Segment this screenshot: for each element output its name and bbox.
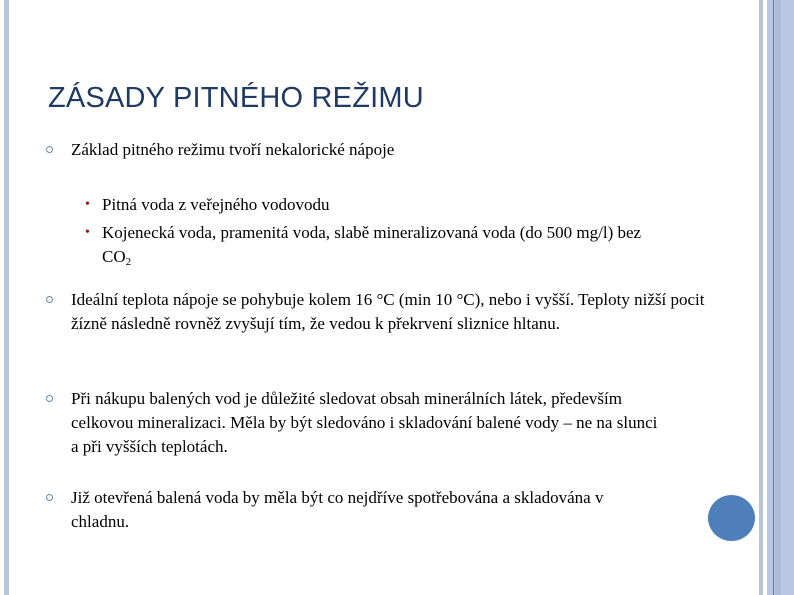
- sub-bullet-item: [85, 193, 672, 217]
- sub-bullet-text: Kojenecká voda, pramenitá voda, slabě mineralizovaná voda (do 500 mg/l) bez CO: [102, 223, 642, 266]
- sub-bullet-item: [85, 221, 672, 269]
- bullet-item: [71, 486, 611, 534]
- right-decorative-stripe: [759, 0, 763, 595]
- bullet-text: Základ pitného režimu tvoří nekalorické nápoje: [71, 140, 395, 159]
- ring-bullet-icon: [46, 395, 53, 402]
- bullet-text: Již otevřená balená voda by měla být co nejdříve spotřebována a skladována v chladnu.: [71, 488, 604, 531]
- dot-bullet-icon: •: [85, 197, 90, 212]
- bullet-item: [71, 387, 661, 459]
- ring-bullet-icon: [46, 146, 53, 153]
- ring-bullet-icon: [46, 494, 53, 501]
- subscript: 2: [125, 256, 132, 268]
- bullet-text: Ideální teplota nápoje se pohybuje kolem 16 °C (min 10 °C), nebo i vyšší. Teploty nižší pocit žízně následně rovněž zvyšují tím, že vedou k překrvení sliznice hltanu.: [71, 290, 705, 333]
- decorative-circle: [708, 495, 755, 541]
- right-decorative-band-dark: [775, 0, 781, 595]
- bullet-item: [71, 288, 711, 336]
- slide-title: ZÁSADY PITNÉHO REŽIMU: [48, 82, 424, 114]
- right-decorative-line: [773, 0, 774, 595]
- ring-bullet-icon: [46, 296, 53, 303]
- bullet-text: Při nákupu balených vod je důležité sledovat obsah minerálních látek, především celkovou mineralizaci. Měla by být sledováno i skladování balené vody – ne na slunci a při vyšších teplotách.: [71, 389, 658, 456]
- dot-bullet-icon: •: [85, 225, 90, 240]
- bullet-item: [71, 138, 671, 162]
- left-decorative-stripe: [4, 0, 9, 595]
- sub-bullet-text: Pitná voda z veřejného vodovodu: [102, 195, 330, 214]
